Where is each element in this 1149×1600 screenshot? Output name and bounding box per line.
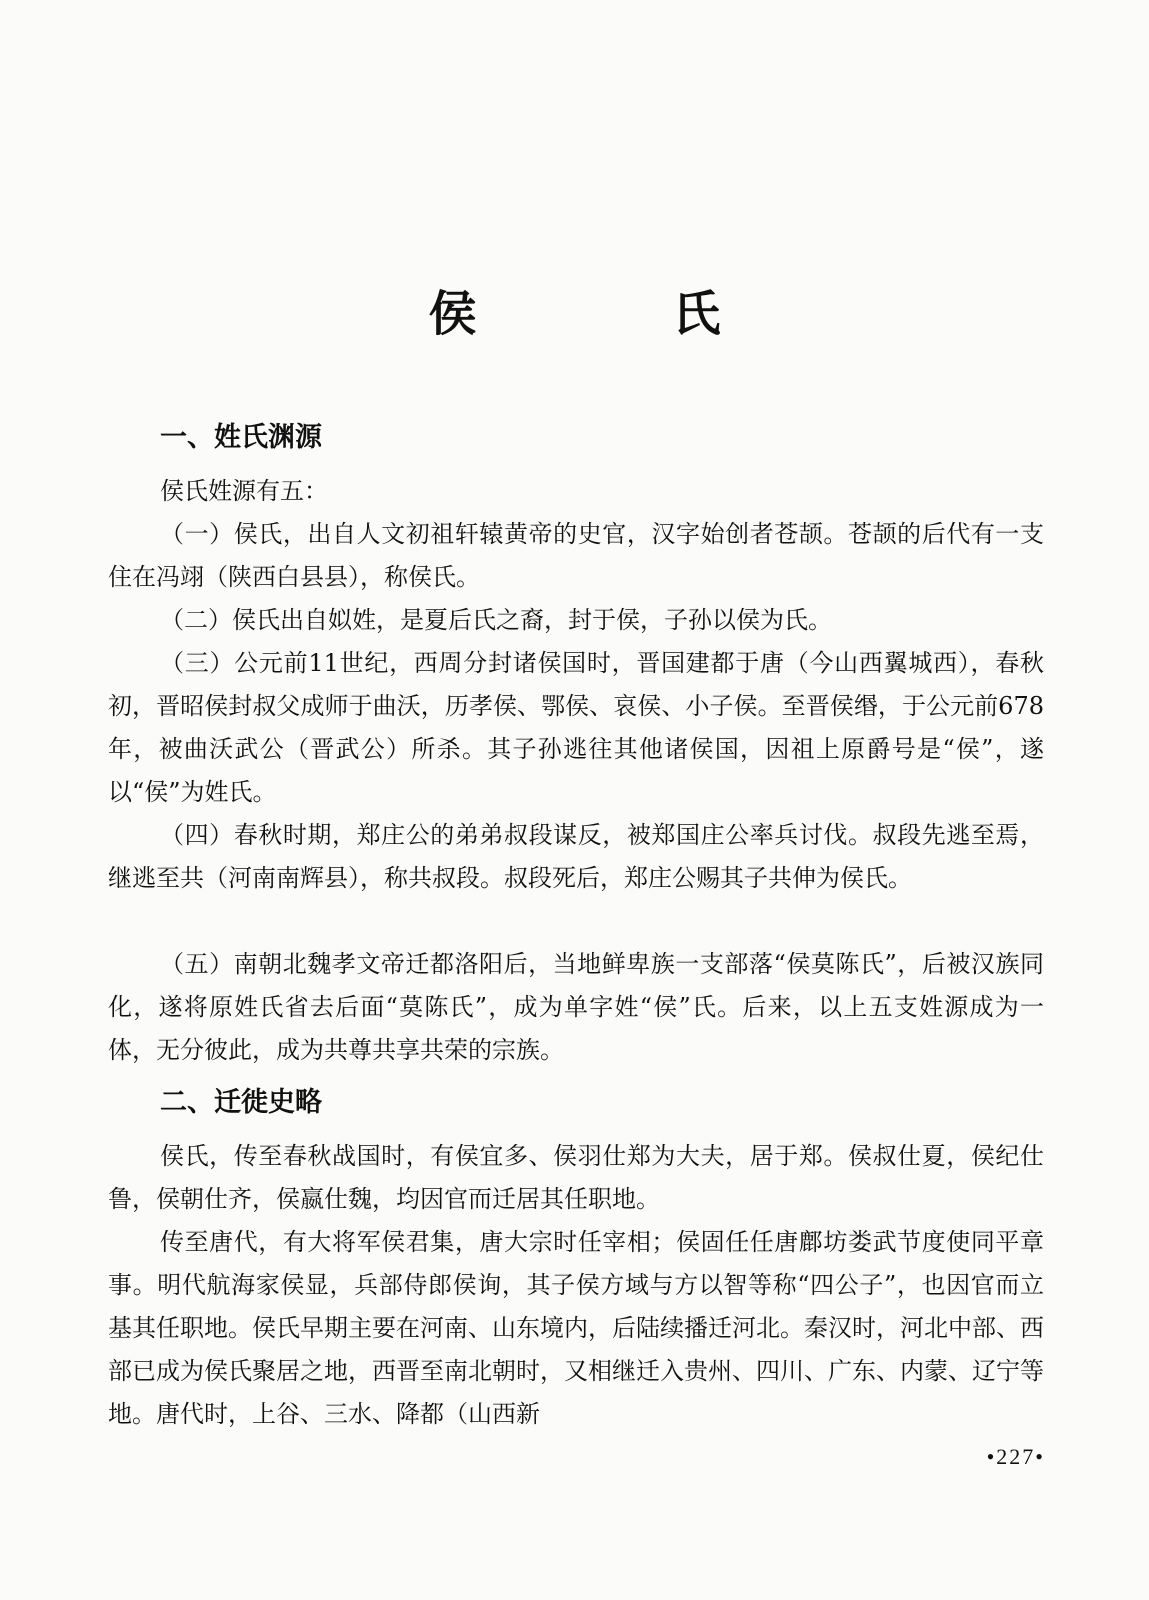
paragraph-origin-4: （四）春秋时期，郑庄公的弟弟叔段谋反，被郑国庄公率兵讨伐。叔段先逃至焉，继逃至共（河南南辉县），称共叔段。叔段死后，郑庄公赐其子共伸为侯氏。 xyxy=(108,821,1044,892)
paragraph-migration-1: 侯氏，传至春秋战国时，有侯宜多、侯羽仕郑为大夫，居于郑。侯叔仕夏，侯纪仕鲁，侯朝仕齐，侯嬴仕魏，均因官而迁居其任职地。 xyxy=(108,1142,1044,1213)
page-number: •227• xyxy=(986,1444,1045,1469)
paragraph-origin-2: （二）侯氏出自姒姓，是夏后氏之裔，封于侯，子孙以侯为氏。 xyxy=(160,606,832,634)
page-title: 侯 氏 xyxy=(428,286,795,343)
paragraph-origin-1: （一）侯氏，出自人文初祖轩辕黄帝的史官，汉字始创者苍颉。苍颉的后代有一支住在冯翊（陕西白县县），称侯氏。 xyxy=(108,520,1044,591)
paragraph-origin-3: （三）公元前11世纪，西周分封诸侯国时，晋国建都于唐（今山西翼城西），春秋初，晋昭侯封叔父成师于曲沃，历孝侯、鄂侯、哀侯、小子侯。至晋侯缗，于公元前678年，被曲沃武公（晋武公）所杀。其子孙逃往其他诸侯国，因祖上原爵号是“侯”，遂以“侯”为姓氏。 xyxy=(108,649,1044,806)
paragraph-origin-5: （五）南朝北魏孝文帝迁都洛阳后，当地鲜卑族一支部落“侯莫陈氏”，后被汉族同化，遂将原姓氏省去后面“莫陈氏”，成为单字姓“侯”氏。后来，以上五支姓源成为一体，无分彼此，成为共尊共享共荣的宗族。 xyxy=(108,950,1044,1064)
paragraph-intro: 侯氏姓源有五： xyxy=(160,477,328,505)
section-heading-origins: 一、姓氏渊源 xyxy=(160,422,322,453)
paragraph-migration-2: 传至唐代，有大将军侯君集，唐大宗时任宰相；侯固任任唐鄜坊娄武节度使同平章事。明代航海家侯显，兵部侍郎侯询，其子侯方域与方以智等称“四公子”，也因官而立基其任职地。侯氏早期主要在河南、山东境内，后陆续播迁河北。秦汉时，河北中部、西部已成为侯氏聚居之地，西晋至南北朝时，又相继迁入贵州、四川、广东、内蒙、辽宁等地。唐代时，上谷、三水、降都（山西新 xyxy=(108,1228,1044,1428)
section-heading-migration: 二、迁徙史略 xyxy=(160,1087,322,1118)
